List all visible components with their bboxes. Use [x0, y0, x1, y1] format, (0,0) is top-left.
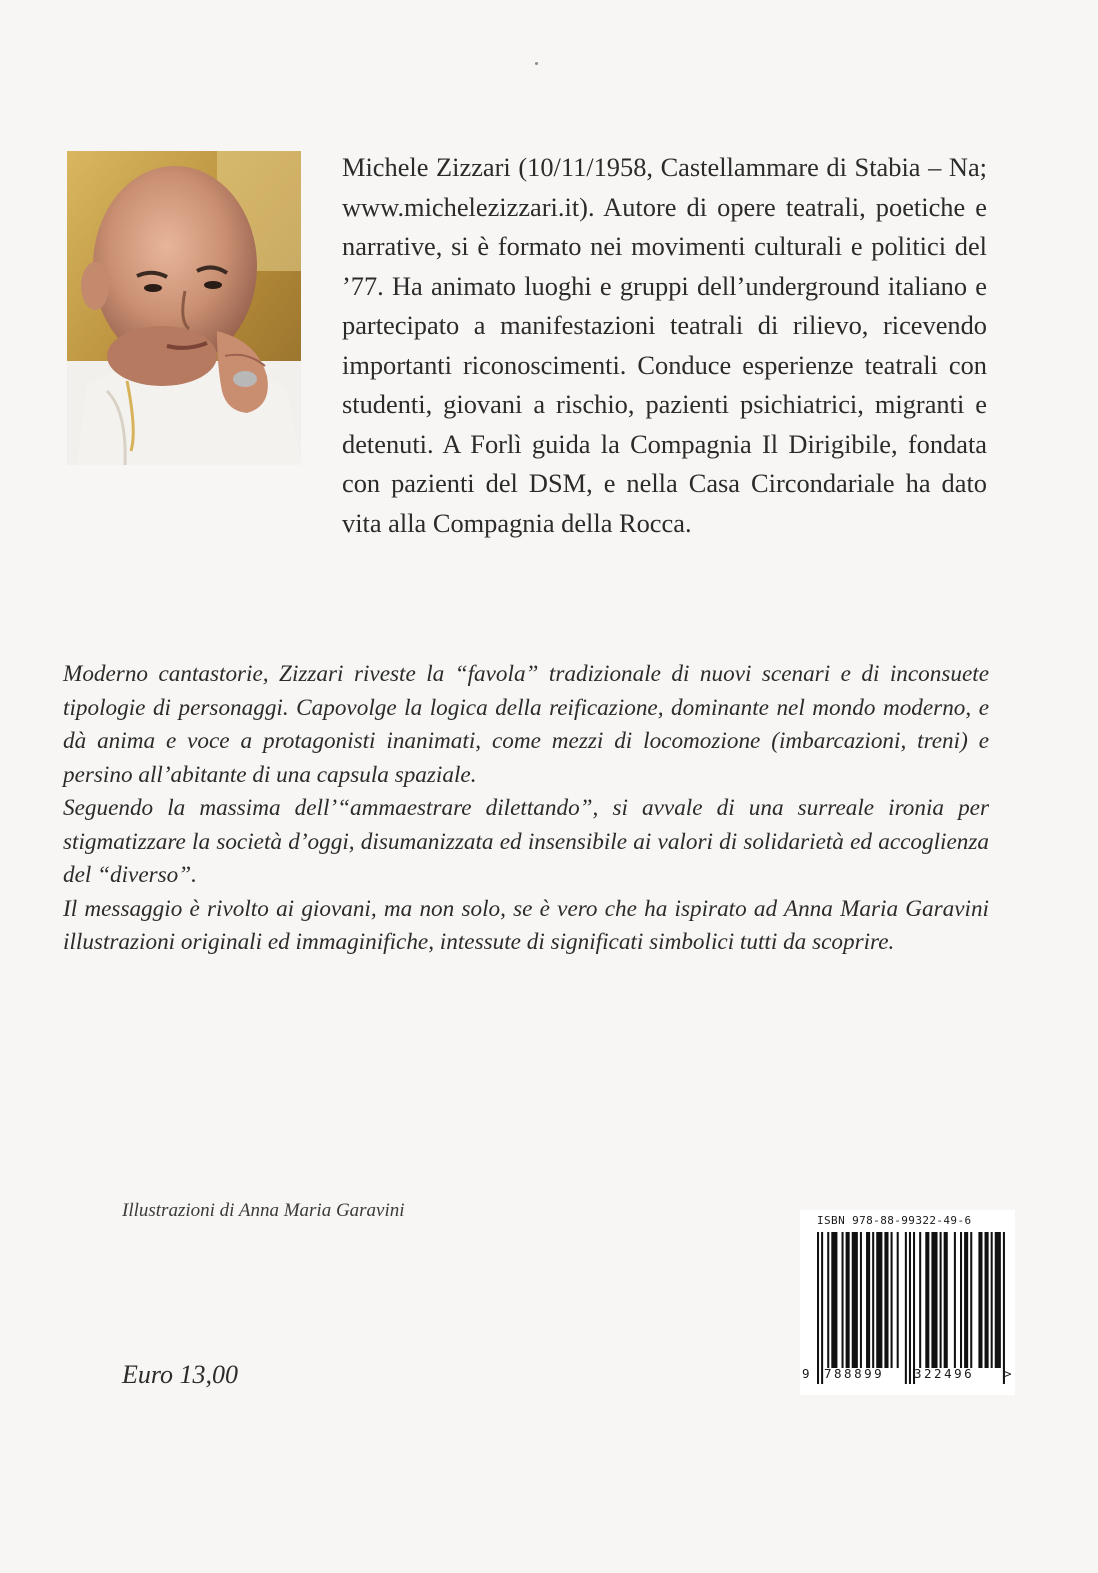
barcode-bar	[991, 1232, 993, 1368]
barcode-end-marker: >	[1004, 1366, 1012, 1381]
barcode-digits-left: 788899	[824, 1366, 885, 1381]
barcode-bar	[827, 1232, 829, 1368]
blurb-paragraph: Moderno cantastorie, Zizzari riveste la “favola” tradizionale di nuovi scenari e di inconsuete tipologie di personaggi. Capovolge la logica della reificazione, dominante nel mondo moderno, e dà anima e voce a protagonisti inanimati, come mezzi di locomozione (imbarcazioni, treni) e persino all’abitante di una capsula spaziale.	[63, 661, 989, 788]
barcode-bar	[821, 1232, 823, 1384]
barcode-bar	[970, 1232, 972, 1368]
barcode-bar	[866, 1232, 870, 1368]
barcode-bar	[995, 1232, 1001, 1368]
barcode-bar	[960, 1232, 962, 1368]
author-photo	[67, 151, 301, 465]
author-bio: Michele Zizzari (10/11/1958, Castellammare di Stabia – Na; www.michelezizzari.it). Autore di opere teatrali, poetiche e narrative, si è formato nei movimenti culturali e politici del ’77. Ha animato luoghi e gruppi dell’underground italiano e partecipato a manifestazioni teatrali di rilievo, ricevendo importanti riconoscimenti. Conduce esperienze teatrali con studenti, giovani a rischio, pazienti psichiatrici, migranti e detenuti. A Forlì guida la Compagnia Il Dirigibile, fondata con pazienti del DSM, e nella Casa Circondariale ha dato vita alla Compagnia della Rocca.	[342, 152, 987, 538]
book-blurb	[63, 658, 989, 960]
barcode-bar	[831, 1232, 837, 1368]
blurb-paragraph: Il messaggio è rivolto ai giovani, ma non solo, se è vero che ha ispirato ad Anna Maria Garavini illustrazioni originali ed immaginifiche, intessute di significati simbolici tutti da scoprire.	[63, 895, 989, 955]
isbn-label: ISBN 978-88-99322-49-6	[817, 1214, 972, 1227]
barcode-bar	[852, 1232, 858, 1368]
barcode-bar	[913, 1232, 915, 1384]
barcode-bar	[884, 1232, 888, 1368]
barcode-bar	[905, 1232, 907, 1384]
barcode-bar	[846, 1232, 850, 1368]
barcode-bar	[1003, 1232, 1005, 1384]
illustrations-credit: Illustrazioni di Anna Maria Garavini	[122, 1200, 405, 1221]
barcode-bar	[954, 1232, 956, 1368]
barcode-bar	[940, 1232, 942, 1368]
barcode-bar	[985, 1232, 989, 1368]
barcode-bar	[891, 1232, 893, 1368]
barcode-bar	[978, 1232, 982, 1368]
isbn-barcode	[800, 1210, 1015, 1395]
barcode-bar	[964, 1232, 968, 1368]
barcode-bar	[897, 1232, 899, 1368]
print-speck	[535, 62, 538, 65]
price-label: Euro 13,00	[122, 1360, 239, 1389]
barcode-bar	[919, 1232, 921, 1368]
barcode-bar	[842, 1232, 844, 1368]
barcode-bar	[931, 1232, 937, 1368]
barcode-digit-first: 9	[802, 1366, 810, 1381]
barcode-bar	[860, 1232, 862, 1368]
barcode-bar	[909, 1232, 911, 1384]
blurb-paragraph: Seguendo la massima dell’“ammaestrare dilettando”, si avvale di una surreale ironia per stigmatizzare la società d’oggi, disumanizzata ed insensibile ai valori di solidarietà ed accoglienza del “diverso”.	[63, 795, 989, 888]
barcode-bar	[876, 1232, 882, 1368]
barcode-bars	[817, 1232, 1007, 1384]
barcode-bar	[872, 1232, 874, 1368]
barcode-bar	[944, 1232, 948, 1368]
barcode-bar	[925, 1232, 929, 1368]
barcode-bar	[817, 1232, 819, 1384]
barcode-digits-right: 322496	[914, 1366, 975, 1381]
